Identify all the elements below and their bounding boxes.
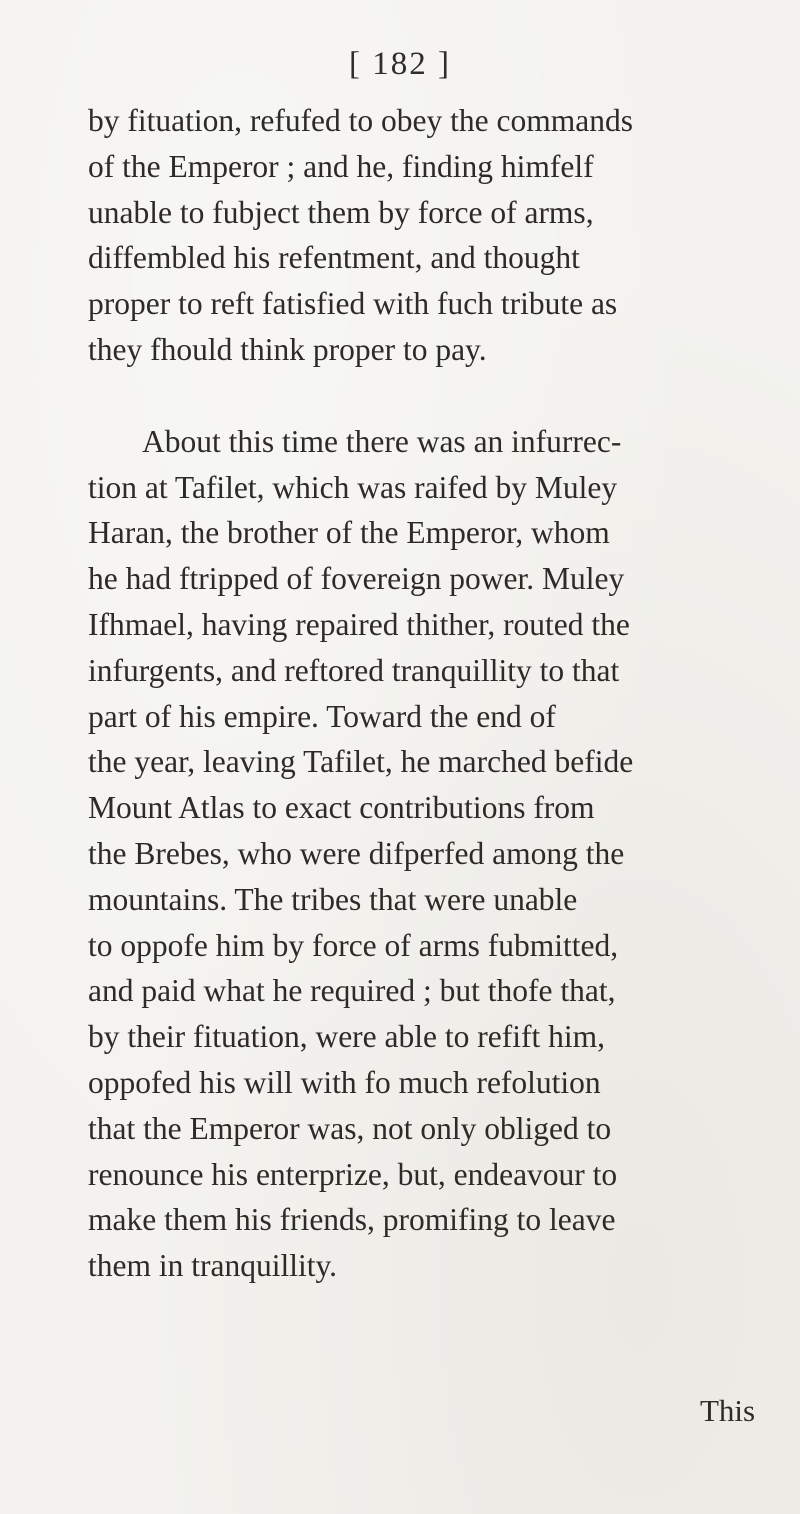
text-line: to oppofe him by force of arms fubmitted, <box>88 927 619 963</box>
text-line: diffembled his refentment, and thought <box>88 240 580 276</box>
text-line: tion at Tafilet, which was raifed by Muley <box>88 469 618 505</box>
text-line: the year, leaving Tafilet, he marched befide <box>88 744 634 780</box>
text-line: he had ftripped of fovereign power. Muley <box>88 561 625 597</box>
text-line: and paid what he required ; but thofe that, <box>88 973 616 1009</box>
text-line: unable to fubject them by force of arms, <box>88 194 594 230</box>
text-line: renounce his enterprize, but, endeavour to <box>88 1156 618 1192</box>
catchword: This <box>700 1393 756 1428</box>
text-line: part of his empire. Toward the end of <box>88 698 556 734</box>
text-line: by fituation, refufed to obey the commands <box>88 103 633 138</box>
paragraph-gap <box>88 373 788 419</box>
page-text <box>88 98 788 1289</box>
text-line: mountains. The tribes that were unable <box>88 881 578 917</box>
text-line: that the Emperor was, not only obliged to <box>88 1110 612 1146</box>
text-line: the Brebes, who were difperfed among the <box>88 835 625 871</box>
text-line: proper to reft fatisfied with fuch tribute as <box>88 286 618 322</box>
text-line: Mount Atlas to exact contributions from <box>88 790 595 826</box>
text-line: About this time there was an infurrec- <box>142 423 622 459</box>
text-line: by their fituation, were able to refift him, <box>88 1019 605 1055</box>
text-line: Ifhmael, having repaired thither, routed the <box>88 606 630 642</box>
text-line: infurgents, and reftored tranquillity to that <box>88 652 620 688</box>
text-line: Haran, the brother of the Emperor, whom <box>88 515 610 551</box>
text-line: them in tranquillity. <box>88 1248 338 1284</box>
paragraph-2 <box>88 419 788 1289</box>
text-line: oppofed his will with fo much refolution <box>88 1064 601 1100</box>
paragraph-1 <box>88 98 788 373</box>
text-line: make them his friends, promifing to leave <box>88 1202 616 1238</box>
text-line: they fhould think proper to pay. <box>88 331 487 367</box>
page-number: [ 182 ] <box>349 46 451 82</box>
text-line: of the Emperor ; and he, finding himfelf <box>88 148 594 184</box>
